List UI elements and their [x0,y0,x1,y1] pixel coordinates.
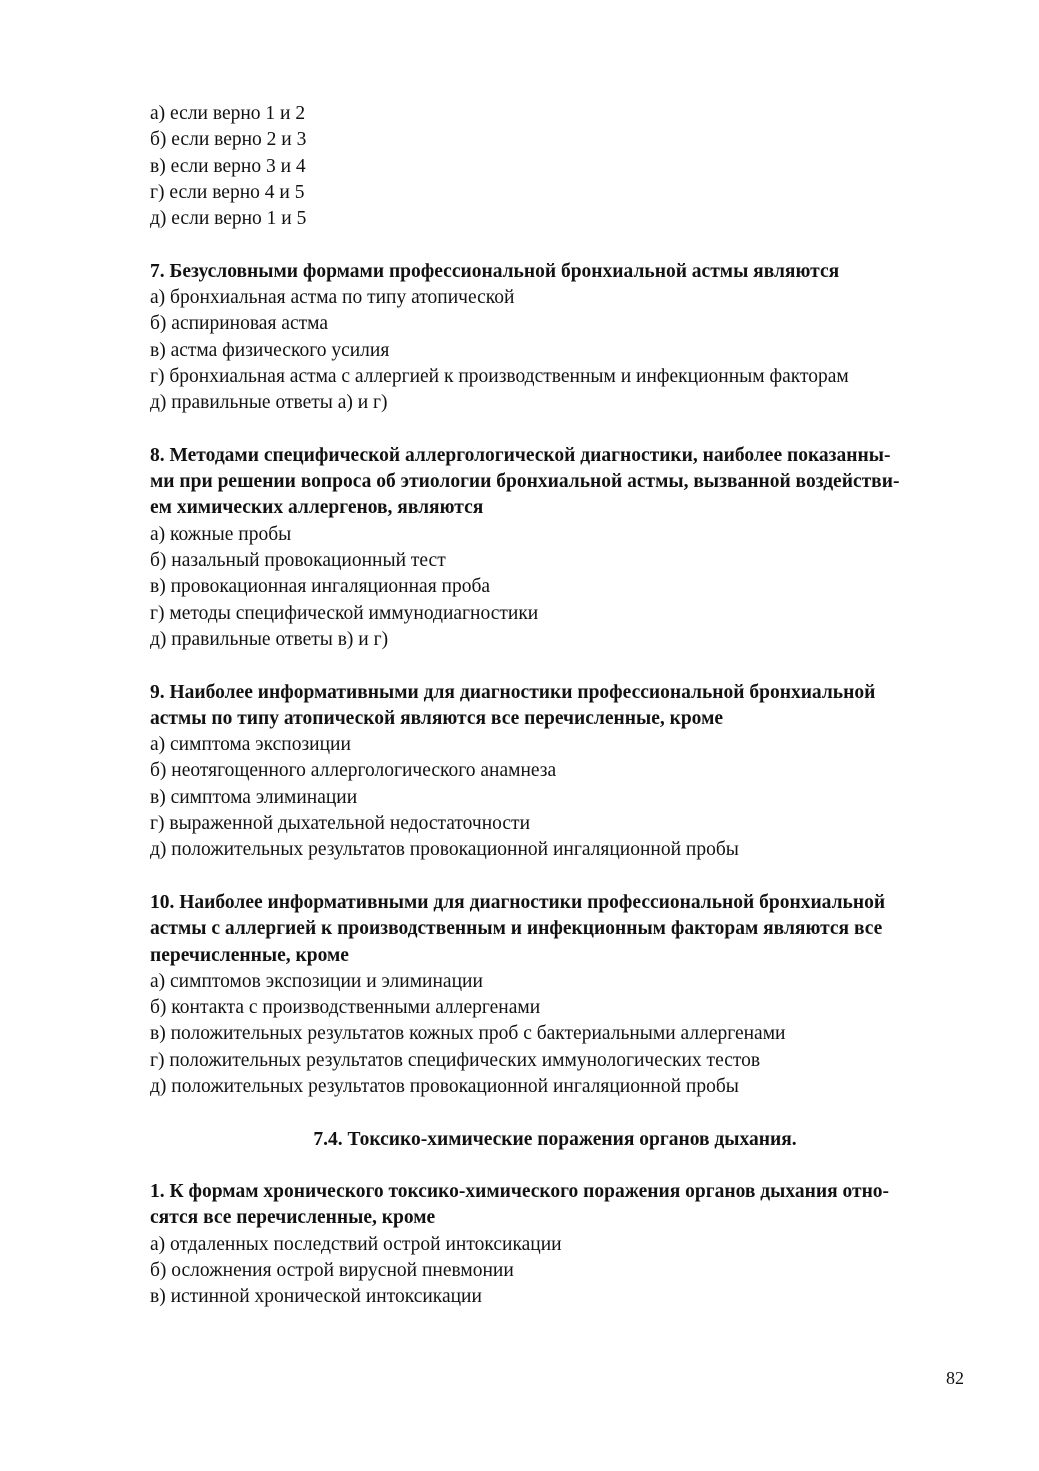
question-title: 8. Методами специфической аллергологической диагностики, наиболее показанны- [150,444,891,466]
spacer [150,1100,960,1126]
question-title: астмы по типу атопической являются все перечисленные, кроме [150,707,724,729]
section-heading: 7.4. Токсико-химические поражения органов дыхания. [313,1128,797,1150]
option-line: г) если верно 4 и 5 [150,181,305,203]
option-line: г) выраженной дыхательной недостаточности [150,813,531,835]
option-line: а) если верно 1 и 2 [150,103,306,124]
option-line: б) аспириновая астма [150,313,328,335]
spacer [150,232,960,258]
question-title: ем химических аллергенов, являются [150,497,484,519]
option-line: б) контакта с производственными аллергенами [150,997,541,1019]
question-title: 10. Наиболее информативными для диагностики профессиональной бронхиальной [150,891,886,913]
page-number: 82 [946,1368,964,1388]
question-title: ми при решении вопроса об этиологии бронхиальной астмы, вызванной воздействи- [150,471,900,493]
option-line: г) положительных результатов специфических иммунологических тестов [150,1049,761,1071]
question-title: астмы с аллергией к производственным и инфекционным факторам являются все [150,918,883,940]
question-title: перечисленные, кроме [150,944,349,966]
spacer [150,417,960,443]
question-title: 7. Безусловными формами профессиональной бронхиальной астмы являются [150,260,840,282]
option-line: в) симптома элиминации [150,786,358,808]
section-question-1 [150,1179,960,1310]
option-line: в) провокационная ингаляционная проба [150,576,491,598]
question-7 [150,259,960,417]
option-line: в) если верно 3 и 4 [150,155,306,177]
question-title: 9. Наиболее информативными для диагностики профессиональной бронхиальной [150,681,876,703]
spacer [150,1153,960,1179]
question-9 [150,680,960,864]
question-title: 1. К формам хронического токсико-химического поражения органов дыхания отно- [150,1181,890,1203]
option-line: б) если верно 2 и 3 [150,129,307,151]
option-line: д) правильные ответы в) и г) [150,628,389,650]
question-8 [150,443,960,653]
option-line: б) неотягощенного аллергологического анамнеза [150,760,557,782]
option-line: в) астма физического усилия [150,339,390,361]
option-line: б) назальный провокационный тест [150,550,446,572]
option-line: а) бронхиальная астма по типу атопической [150,287,515,309]
option-line: д) положительных результатов провокационной ингаляционной пробы [150,1075,739,1097]
question-10 [150,890,960,1100]
option-line: д) положительных результатов провокационной ингаляционной пробы [150,839,739,861]
spacer [150,864,960,890]
option-line: а) симптомов экспозиции и элиминации [150,970,483,992]
option-line: а) симптома экспозиции [150,734,351,756]
option-line: д) правильные ответы а) и г) [150,392,388,414]
document-page [150,101,960,1311]
spacer [150,653,960,679]
option-line: в) истинной хронической интоксикации [150,1286,482,1308]
option-line: г) методы специфической иммунодиагностики [150,602,539,624]
previous-question-options [150,101,960,232]
option-line: д) если верно 1 и 5 [150,208,307,230]
question-title: сятся все перечисленные, кроме [150,1207,436,1229]
option-line: а) кожные пробы [150,523,292,545]
option-line: в) положительных результатов кожных проб с бактериальными аллергенами [150,1023,786,1045]
option-line: г) бронхиальная астма с аллергией к производственным и инфекционным факторам [150,365,849,387]
option-line: а) отдаленных последствий острой интоксикации [150,1233,562,1255]
option-line: б) осложнения острой вирусной пневмонии [150,1260,514,1282]
